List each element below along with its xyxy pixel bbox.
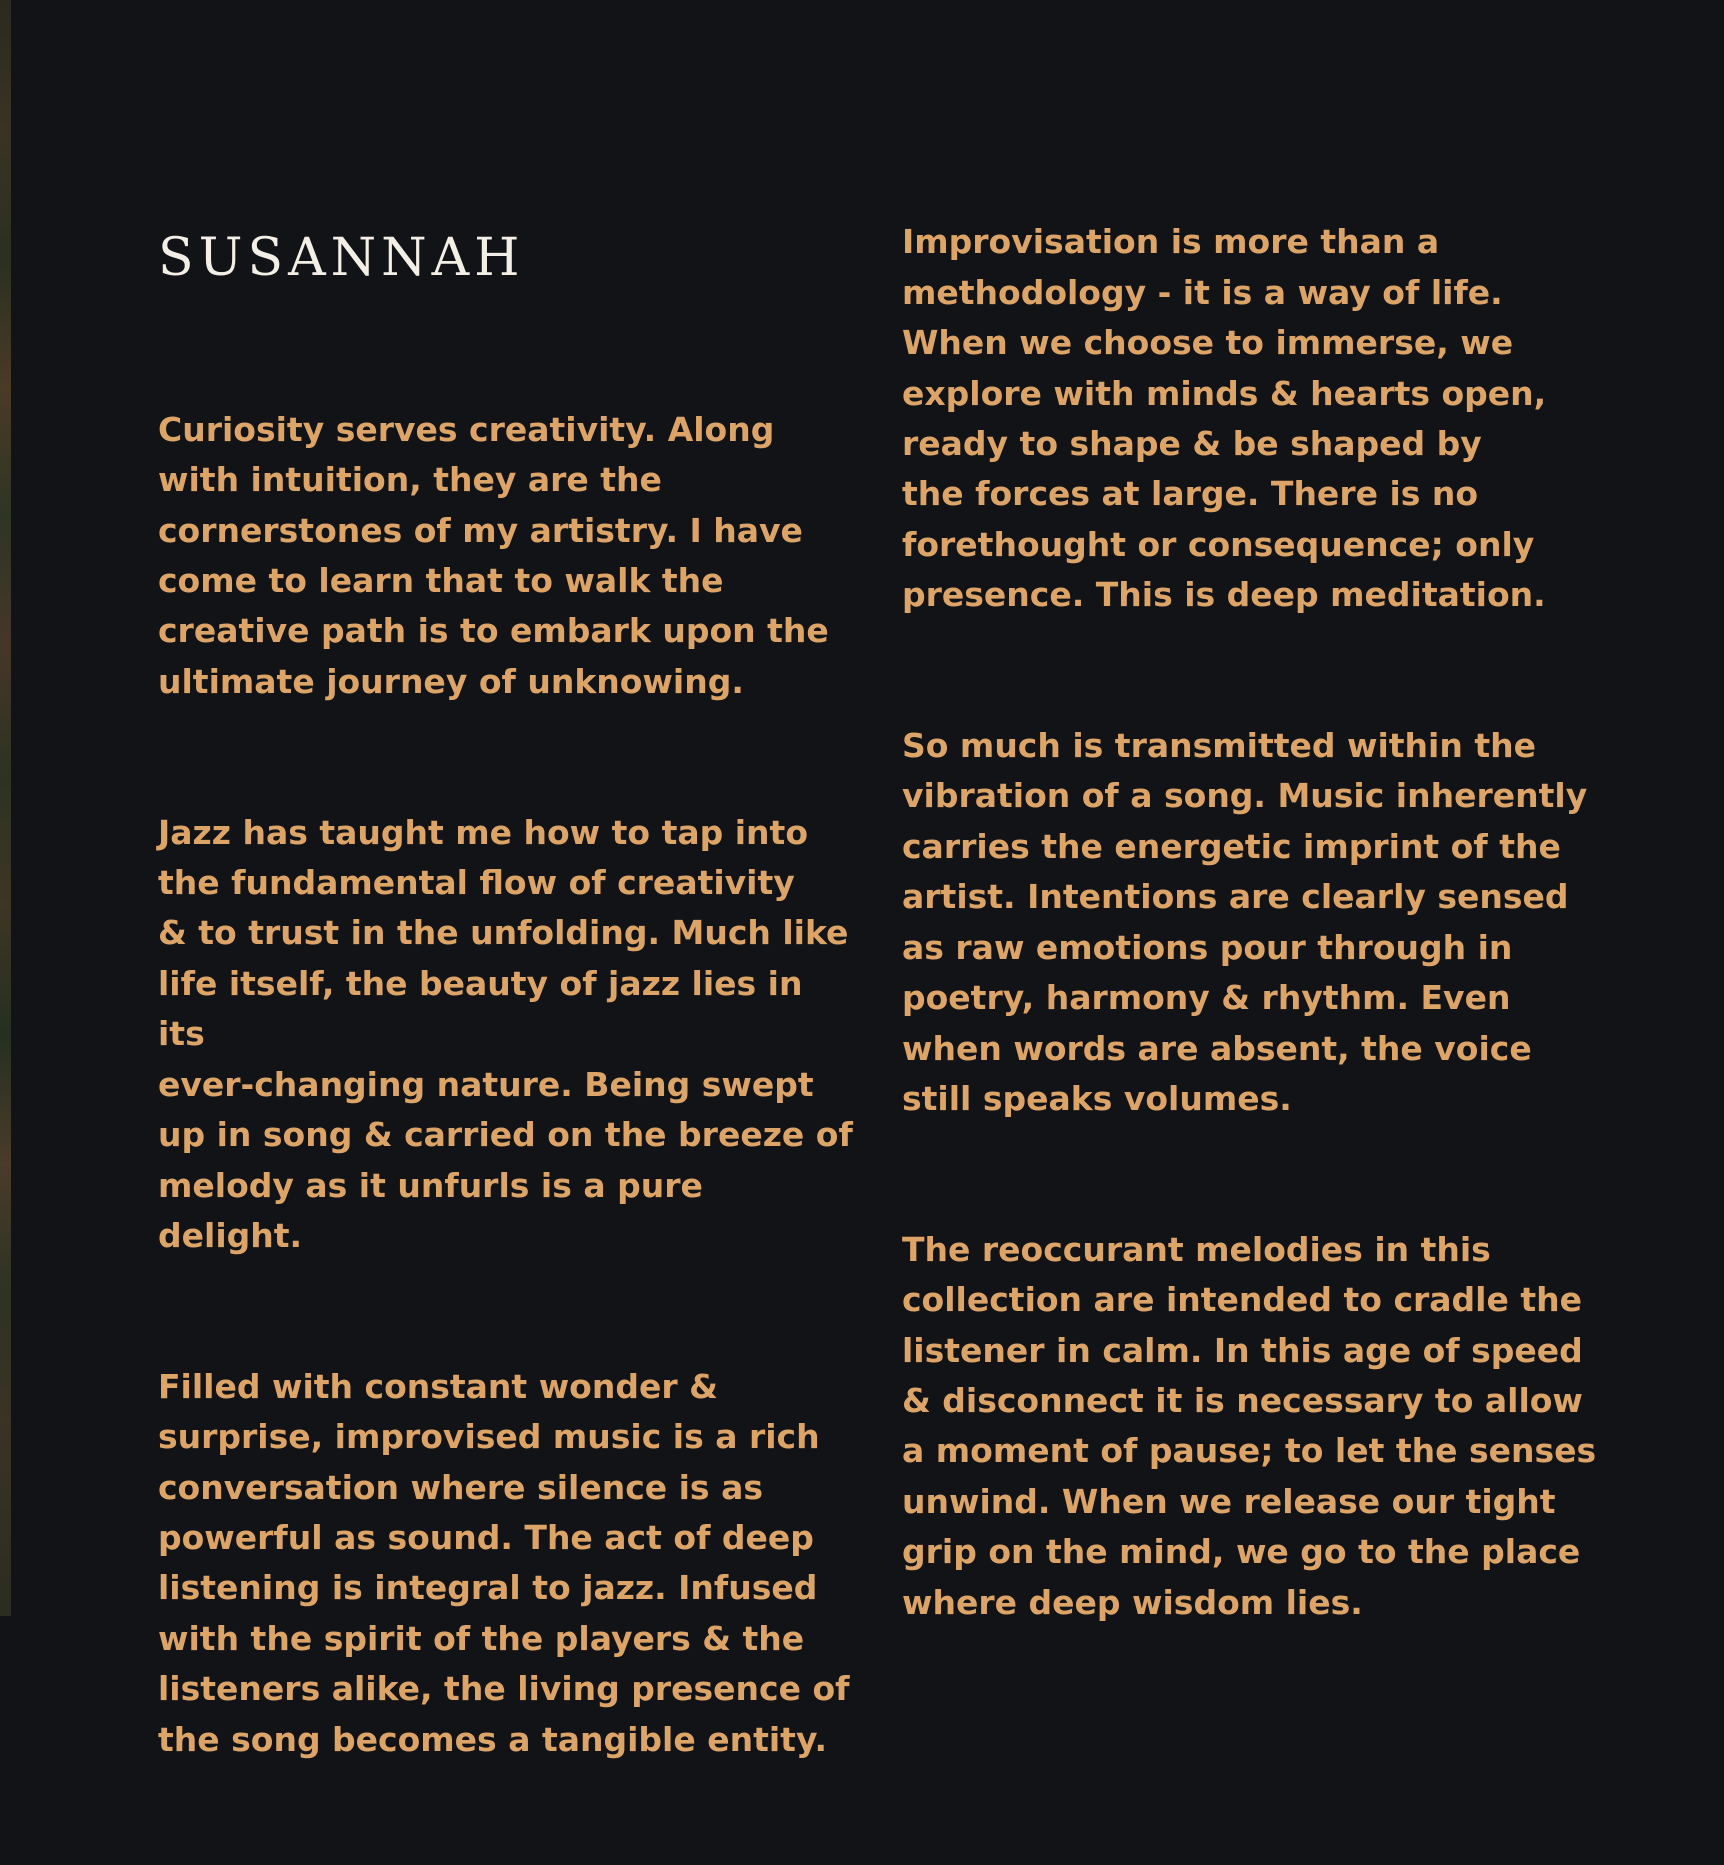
page-title: SUSANNAH [158, 228, 525, 289]
paragraph: Jazz has taught me how to tap into the fundamental flow of creativity & to trust in the unfolding. Much like life itself, the beauty of jazz lies in its ever-changing nature. Being swept up in song & carried on the breeze of melody as it unfurls is a pure delight. [158, 812, 853, 1255]
right-column [902, 160, 1602, 1728]
left-column [158, 160, 858, 1865]
liner-notes-panel [11, 0, 1724, 1759]
paragraph: The reoccurant melodies in this collection are intended to cradle the listener in calm. In this age of speed & disconnect it is necessary to allow a moment of pause; to let the senses unwind. When we release our tight grip on the mind, we go to the place where deep wisdom lies. [902, 1229, 1597, 1622]
paragraph: Curiosity serves creativity. Along with intuition, they are the cornerstones of my artistry. I have come to learn that to walk the creative path is to embark upon the ultimate journey of unknowing. [158, 409, 829, 701]
paragraph: Filled with constant wonder & surprise, improvised music is a rich conversation where silence is as powerful as sound. The act of deep listening is integral to jazz. Infused with the spirit of the players & the listeners alike, the living presence of the song becomes a tangible entity. [158, 1366, 850, 1759]
paragraph: So much is transmitted within the vibration of a song. Music inherently carries the energetic imprint of the artist. Intentions are clearly sensed as raw emotions pour through in poetry, harmony & rhythm. Even when words are absent, the voice still speaks volumes. [902, 726, 1588, 1118]
paragraph: Improvisation is more than a methodology - it is a way of life. When we choose to immerse, we explore with minds & hearts open, ready to shape & be shaped by the forces at large. There is no forethought or consequence; only presence. This is deep meditation. [902, 222, 1547, 615]
background-photo-edge [0, 0, 11, 1616]
